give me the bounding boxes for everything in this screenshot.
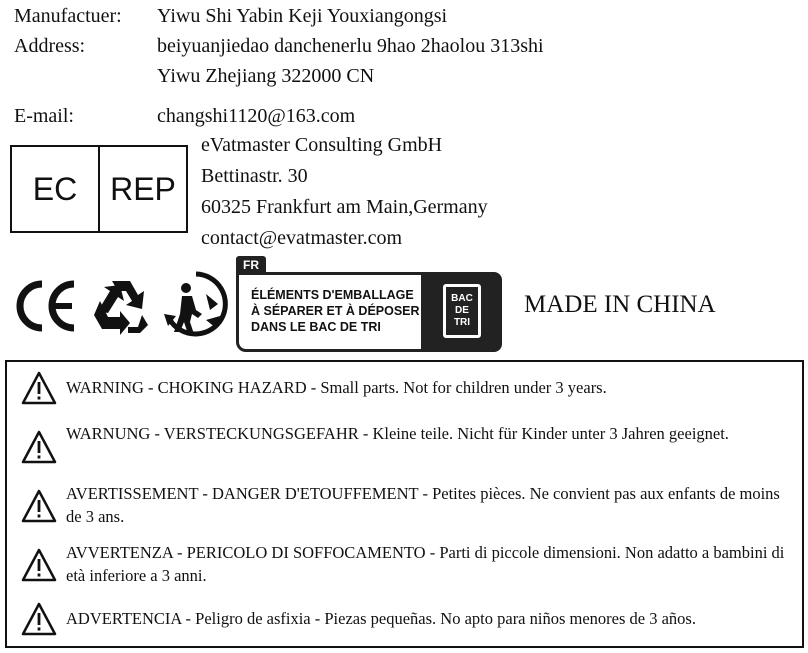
triman-panel — [236, 272, 502, 352]
ec-rep-contact: contact@evatmaster.com — [201, 227, 403, 249]
bin-label-3: TRI — [453, 317, 471, 328]
manufacturer-name: Yiwu Shi Yabin Keji Youxiangongsi — [157, 5, 448, 27]
ec-rep-right: REP — [98, 147, 186, 231]
sorting-bin-icon — [443, 284, 481, 338]
warning-triangle-icon — [21, 371, 57, 405]
bin-label-1: BAC — [451, 293, 473, 304]
warning-text-it: AVVERTENZA - PERICOLO DI SOFFOCAMENTO - Parti di piccole dimensioni. Non adatto a bambini di età inferiore a 3 anni. — [66, 543, 785, 585]
email-value: changshi1120@163.com — [157, 105, 356, 127]
address-line-2: Yiwu Zhejiang 322000 CN — [157, 65, 375, 87]
warnings-panel — [5, 360, 804, 648]
address-line-1: beiyuanjiedao danchenerlu 9hao 2haolou 313shi — [157, 35, 544, 57]
manufacturer-label: Manufactuer: — [14, 5, 122, 27]
warning-text-es: ADVERTENCIA - Peligro de asfixia - Piezas pequeñas. No apto para niños menores de 3 años. — [66, 609, 696, 628]
warning-triangle-icon — [21, 430, 57, 464]
warning-triangle-icon — [21, 489, 57, 523]
warning-triangle-icon — [21, 602, 57, 636]
triman-country: FR — [243, 258, 259, 272]
email-label: E-mail: — [14, 105, 74, 127]
triman-line-1: ÉLÉMENTS D'EMBALLAGE — [251, 288, 414, 302]
warning-triangle-icon — [21, 548, 57, 582]
address-label: Address: — [14, 35, 86, 57]
warning-text-de: WARNUNG - VERSTECKUNGSGEFAHR - Kleine teile. Nicht für Kinder unter 3 Jahren geeignet. — [66, 424, 729, 443]
warning-text-fr: AVERTISSEMENT - DANGER D'ETOUFFEMENT - Petites pièces. Ne convient pas aux enfants de moins de 3 ans. — [66, 484, 780, 526]
ec-rep-city: 60325 Frankfurt am Main,Germany — [201, 196, 488, 218]
bin-label-2: DE — [455, 305, 469, 316]
recycle-icon — [90, 275, 152, 337]
triman-line-2: À SÉPARER ET À DÉPOSER — [251, 304, 420, 318]
ce-mark-icon — [14, 276, 80, 336]
ec-rep-left: EC — [32, 170, 78, 207]
triman-line-3: DANS LE BAC DE TRI — [251, 320, 381, 334]
triman-bin-area — [421, 272, 502, 352]
ec-rep-street: Bettinastr. 30 — [201, 165, 308, 187]
ec-rep-company: eVatmaster Consulting GmbH — [201, 134, 443, 156]
made-in-label: MADE IN CHINA — [524, 291, 716, 318]
ec-rep-symbol — [10, 145, 188, 233]
triman-icon — [162, 270, 232, 338]
warning-text-en: WARNING - CHOKING HAZARD - Small parts. Not for children under 3 years. — [66, 378, 607, 397]
